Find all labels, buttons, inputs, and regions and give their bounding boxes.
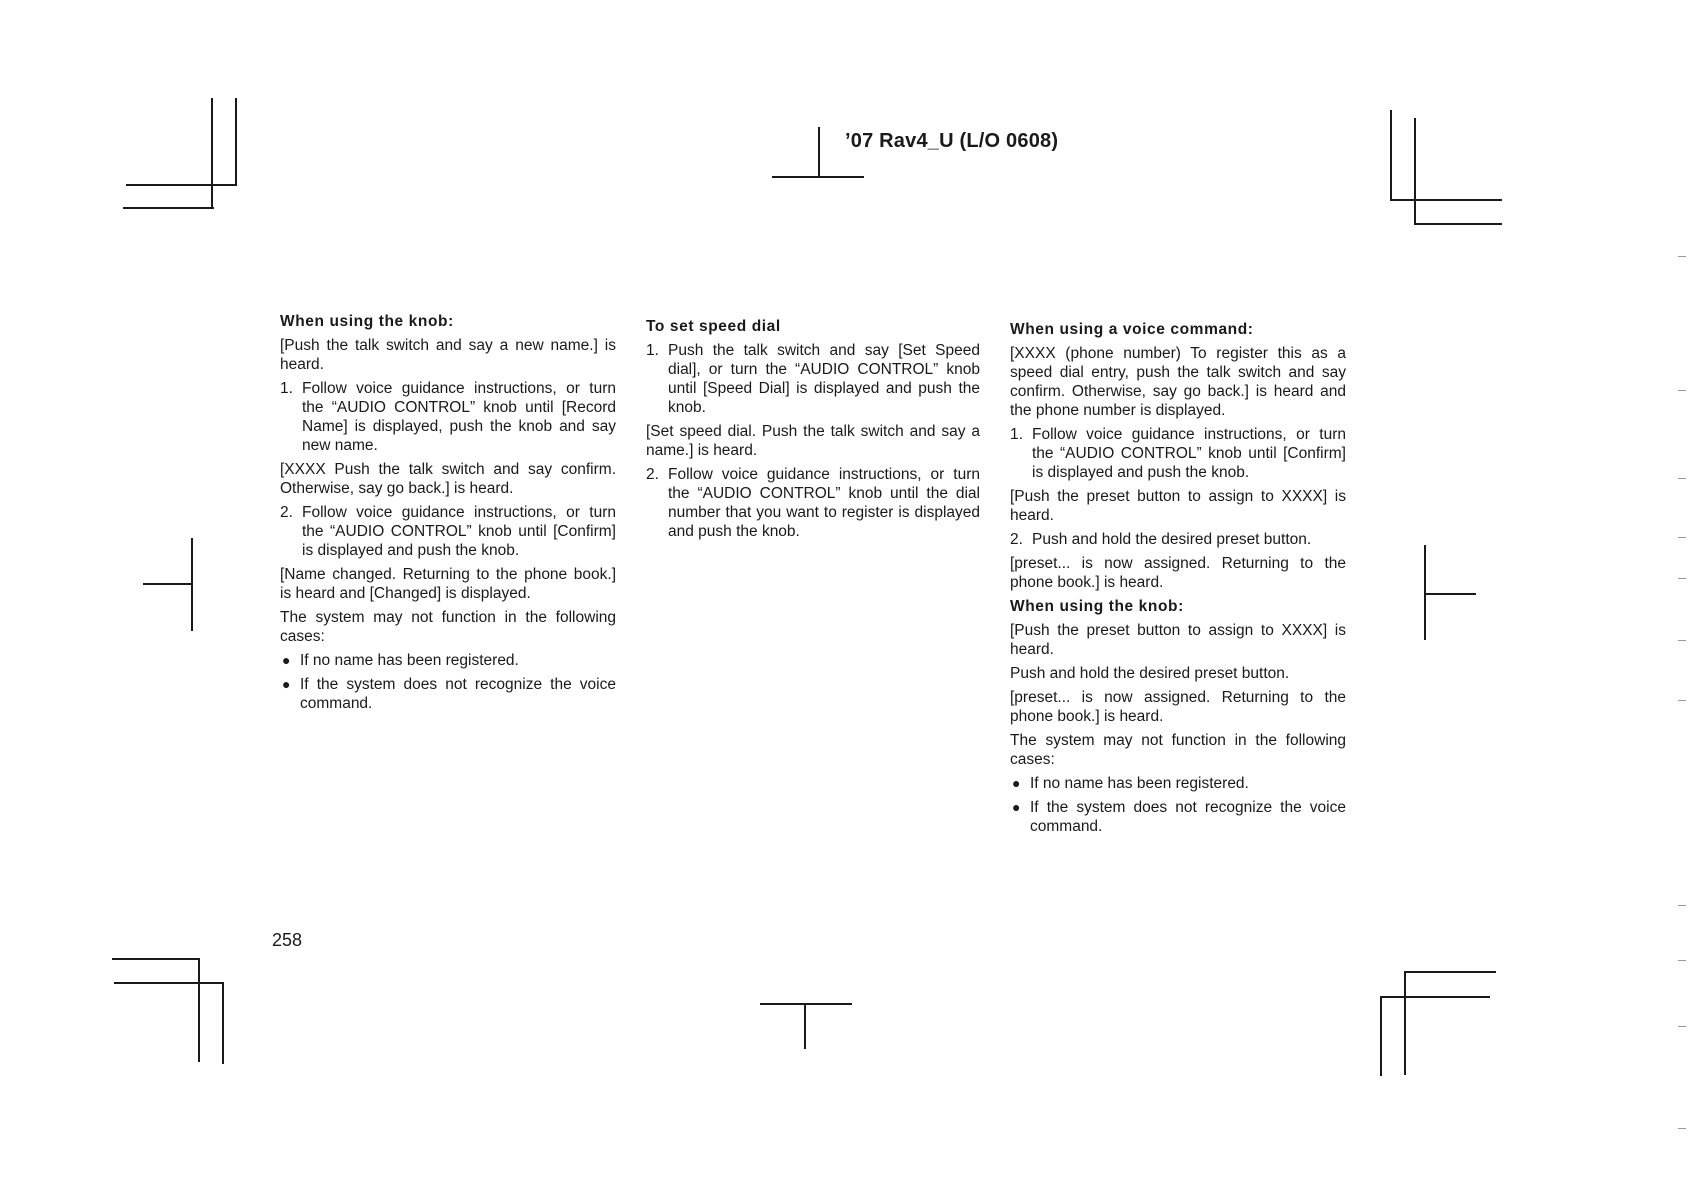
step-text: Follow voice guidance instructions, or turn the “AUDIO CONTROL” knob until [Confirm] is displayed and push the knob. — [1032, 426, 1346, 481]
section-heading: When using the knob: — [280, 313, 454, 330]
paragraph: [preset... is now assigned. Returning to the phone book.] is heard. — [1010, 555, 1346, 591]
step-text: Push and hold the desired preset button. — [1032, 531, 1312, 548]
bullet-text: If no name has been registered. — [1030, 775, 1249, 792]
bullet-icon: ● — [1012, 775, 1021, 791]
bullet-item — [280, 675, 616, 713]
paragraph: [preset... is now assigned. Returning to the phone book.] is heard. — [1010, 689, 1346, 725]
bullet-text: If no name has been registered. — [300, 652, 519, 669]
bullet-text: If the system does not recognize the voice command. — [300, 676, 616, 712]
text-column-left — [280, 312, 616, 718]
page-number: 258 — [272, 930, 303, 950]
paragraph: [XXXX Push the talk switch and say confirm. Otherwise, say go back.] is heard. — [280, 461, 616, 497]
text-column-middle — [646, 317, 980, 546]
bullet-item — [280, 651, 616, 670]
section-heading: When using a voice command: — [1010, 321, 1254, 338]
section-heading: To set speed dial — [646, 318, 781, 335]
paragraph: [Set speed dial. Push the talk switch and say a name.] is heard. — [646, 423, 980, 459]
numbered-step — [646, 465, 980, 541]
step-text: Follow voice guidance instructions, or turn the “AUDIO CONTROL” knob until [Confirm] is displayed and push the knob. — [302, 504, 616, 559]
bullet-icon: ● — [1012, 799, 1021, 815]
numbered-step — [280, 503, 616, 560]
paragraph: [Name changed. Returning to the phone book.] is heard and [Changed] is displayed. — [280, 566, 616, 602]
document-header-title: ’07 Rav4_U (L/O 0608) — [845, 130, 1059, 152]
numbered-step — [646, 341, 980, 417]
paragraph: Push and hold the desired preset button. — [1010, 665, 1290, 682]
step-number: 2. — [646, 466, 659, 483]
numbered-step — [1010, 425, 1346, 482]
text-column-right — [1010, 320, 1346, 841]
step-number: 1. — [280, 380, 293, 397]
bullet-icon: ● — [282, 676, 291, 692]
bullet-icon: ● — [282, 652, 291, 668]
bullet-item — [1010, 798, 1346, 836]
numbered-step — [280, 379, 616, 455]
step-number: 1. — [1010, 426, 1023, 443]
bullet-item — [1010, 774, 1346, 793]
section-heading: When using the knob: — [1010, 598, 1184, 615]
step-text: Push the talk switch and say [Set Speed dial], or turn the “AUDIO CONTROL” knob until [Speed Dial] is displayed and push the knob. — [668, 342, 980, 416]
step-text: Follow voice guidance instructions, or turn the “AUDIO CONTROL” knob until the dial number that you want to register is displayed and push the knob. — [668, 466, 980, 540]
step-text: Follow voice guidance instructions, or turn the “AUDIO CONTROL” knob until [Record Name] is displayed, push the knob and say new name. — [302, 380, 616, 454]
paragraph: [Push the talk switch and say a new name.] is heard. — [280, 337, 616, 373]
numbered-step — [1010, 530, 1346, 549]
step-number: 2. — [1010, 531, 1023, 548]
paragraph: The system may not function in the following cases: — [280, 609, 616, 645]
paragraph: [XXXX (phone number) To register this as a speed dial entry, push the talk switch and say confirm. Otherwise, say go back.] is heard and the phone number is displayed. — [1010, 345, 1346, 419]
paragraph: The system may not function in the following cases: — [1010, 732, 1346, 768]
paragraph: [Push the preset button to assign to XXXX] is heard. — [1010, 488, 1346, 524]
step-number: 1. — [646, 342, 659, 359]
step-number: 2. — [280, 504, 293, 521]
bullet-text: If the system does not recognize the voice command. — [1030, 799, 1346, 835]
paragraph: [Push the preset button to assign to XXXX] is heard. — [1010, 622, 1346, 658]
